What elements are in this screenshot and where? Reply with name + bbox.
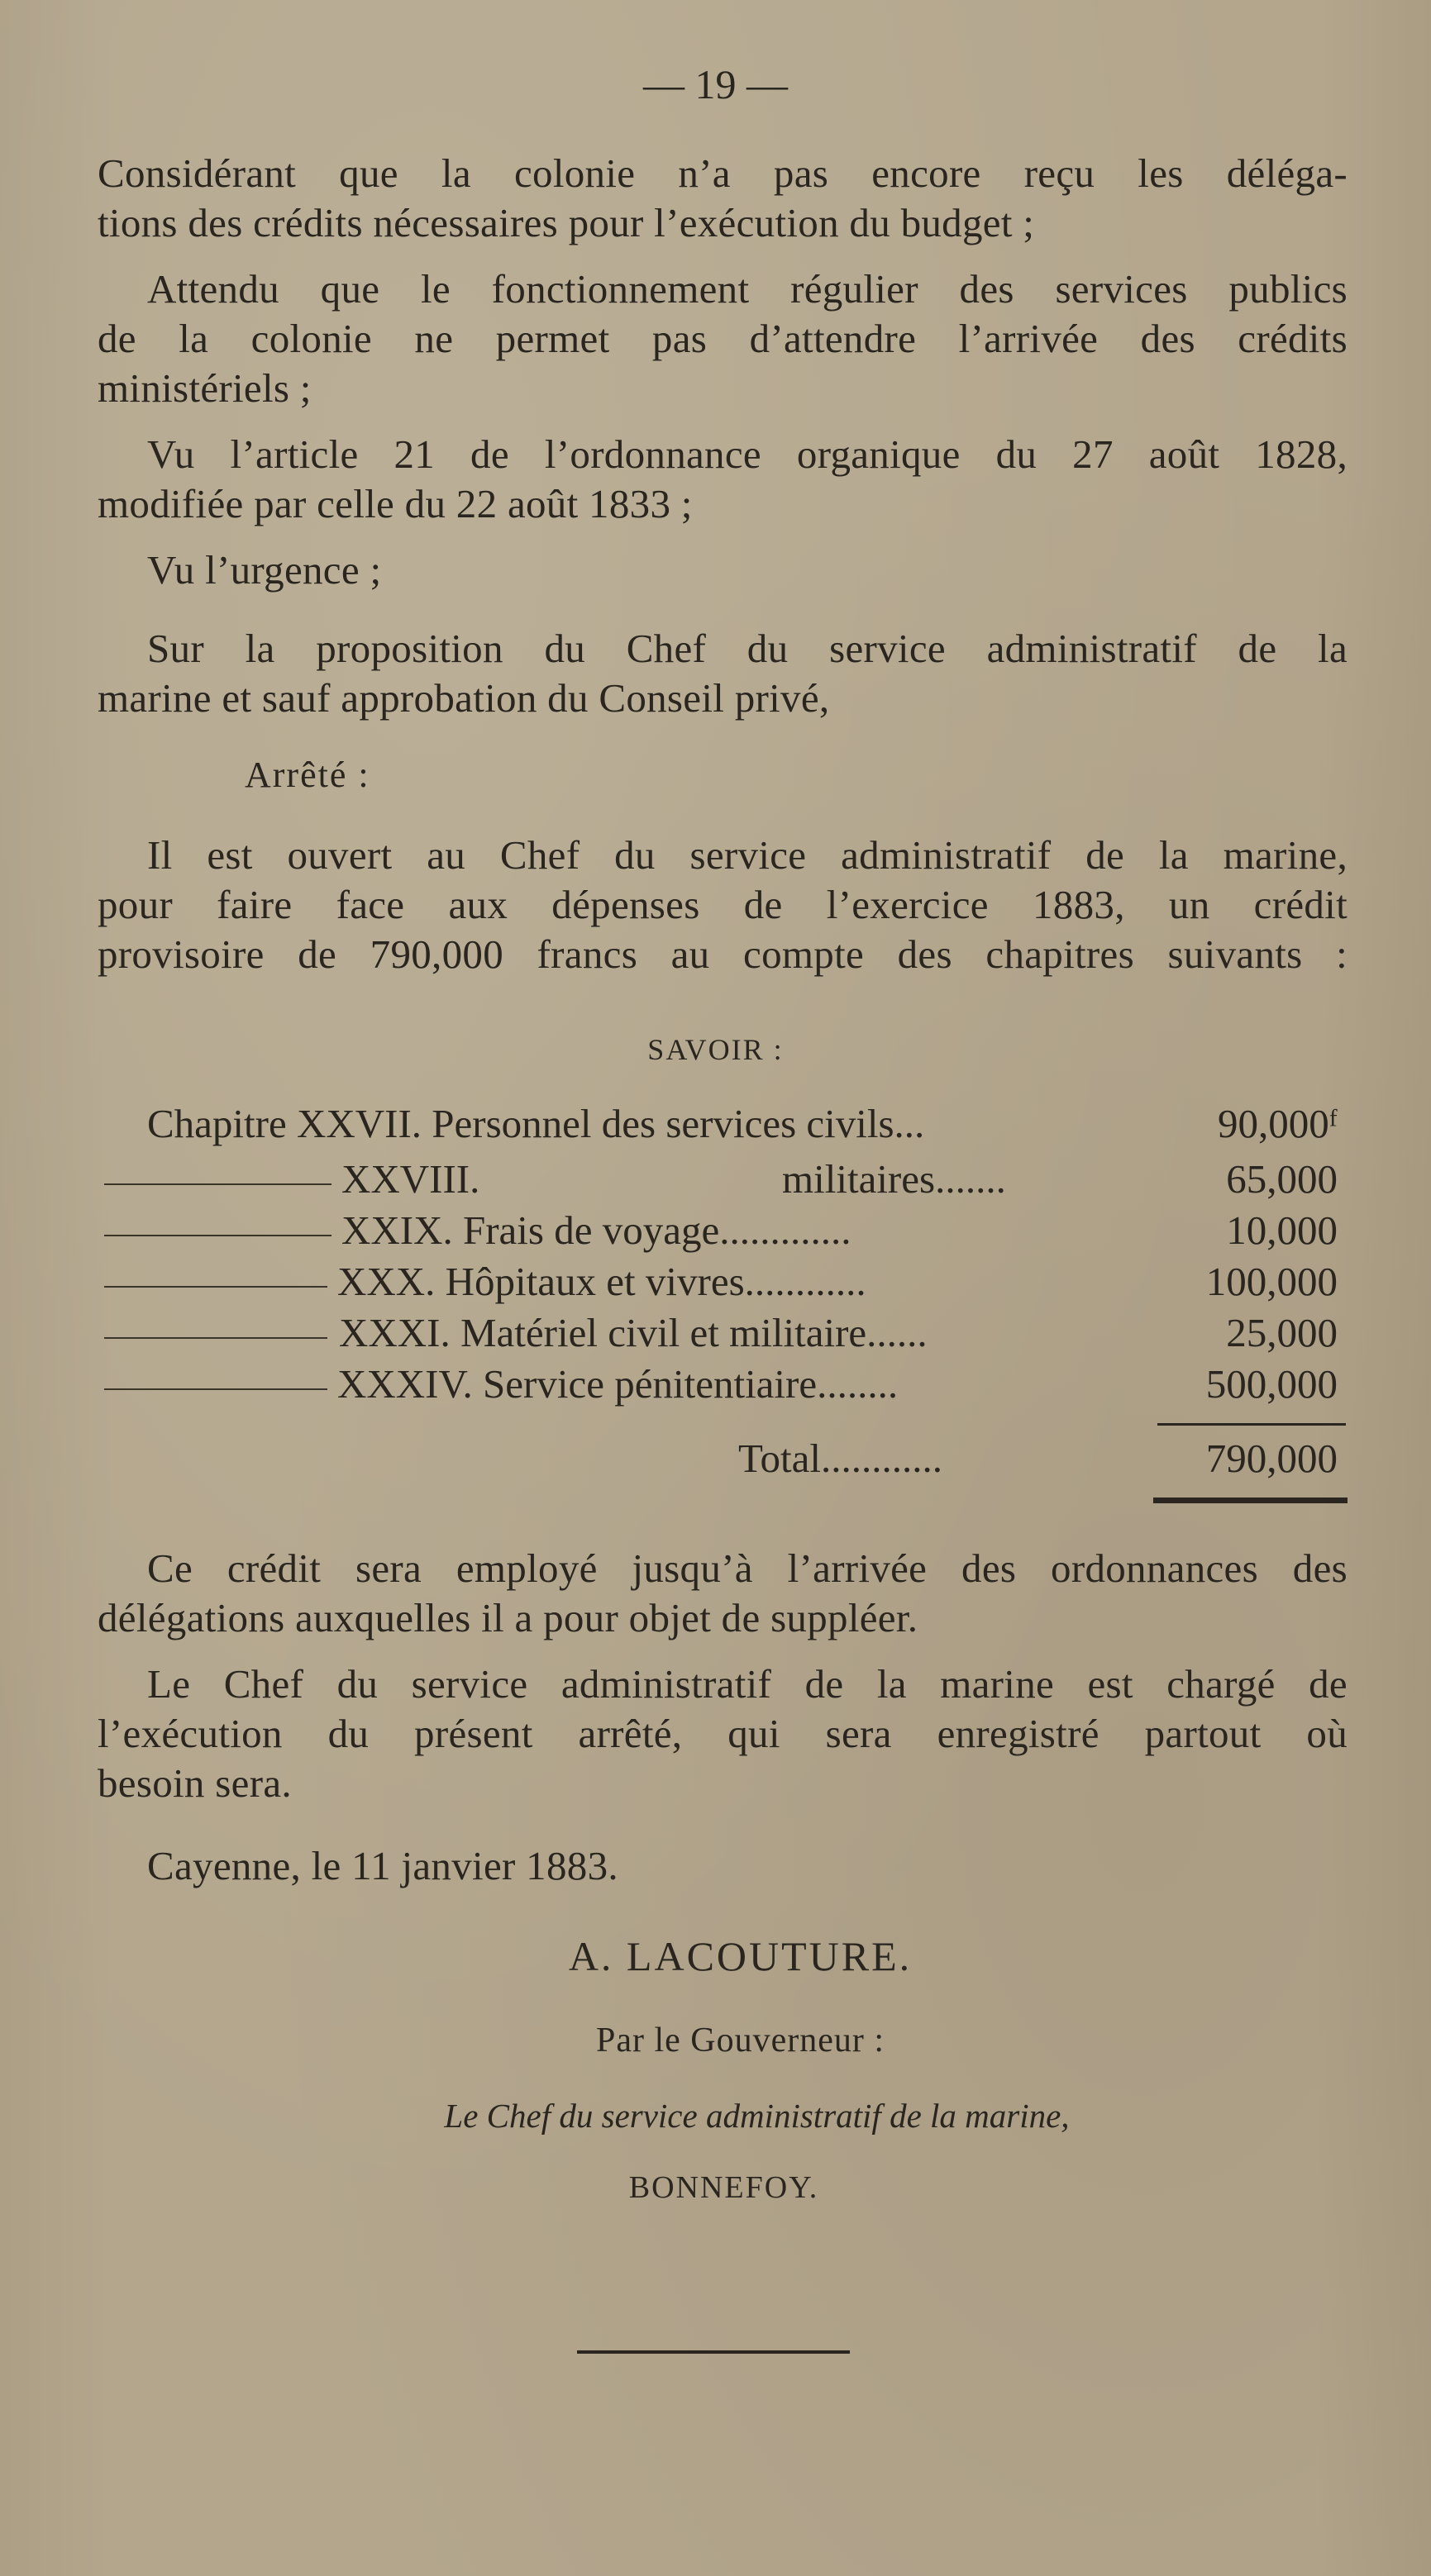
- ditto-dash: [104, 1286, 327, 1288]
- text-line: modifiée par celle du 22 août 1833 ;: [98, 481, 693, 526]
- signatory-name: A. LACOUTURE.: [568, 1933, 913, 1979]
- date-line: Cayenne, le 11 janvier 1883.: [147, 1843, 618, 1888]
- table-row: [98, 1155, 1348, 1204]
- text-line: besoin sera.: [98, 1760, 292, 1806]
- ditto-dash: [104, 1388, 327, 1390]
- text-line: l’exécution du présent arrêté, qui sera enregistré partout où: [98, 1711, 1348, 1756]
- text-line: provisoire de 790,000 francs au compte des chapitres suivants :: [98, 931, 1348, 977]
- chapter-label: XXVIII.: [341, 1156, 480, 1202]
- text-line: marine et sauf approbation du Conseil privé,: [98, 675, 830, 721]
- second-signatory: BONNEFOY.: [628, 2170, 819, 2205]
- text-line: tions des crédits nécessaires pour l’exécution du budget ;: [98, 200, 1035, 245]
- text-line: Ce crédit sera employé jusqu’à l’arrivée des ordonnances des: [147, 1545, 1348, 1591]
- chapter-amount: 100,000: [1205, 1259, 1338, 1304]
- table-row: [98, 1206, 1348, 1255]
- chapter-label: XXXI. Matériel civil et militaire......: [339, 1310, 928, 1355]
- table-row: [98, 1257, 1348, 1307]
- text-line: pour faire face aux dépenses de l’exercice 1883, un crédit: [98, 882, 1348, 927]
- chapter-amount: 500,000: [1205, 1361, 1338, 1407]
- chapter-label: XXX. Hôpitaux et vivres............: [337, 1259, 866, 1304]
- total-amount: 790,000: [1205, 1436, 1338, 1481]
- sum-rule: [1157, 1423, 1346, 1426]
- table-row: [98, 1359, 1348, 1409]
- total-rule: [1153, 1498, 1348, 1503]
- savoir-heading: SAVOIR :: [647, 1033, 784, 1066]
- total-label: Total............: [738, 1436, 942, 1481]
- closing-rule: [577, 2350, 850, 2354]
- text-line: Considérant que la colonie n’a pas encore reçu les déléga-: [98, 150, 1348, 196]
- text-line: Vu l’article 21 de l’ordonnance organique du 27 août 1828,: [147, 431, 1348, 477]
- text-line: ministériels ;: [98, 365, 312, 411]
- by-governor: Par le Gouverneur :: [595, 2021, 885, 2059]
- total-row: [98, 1434, 1348, 1483]
- table-row: [98, 1099, 1348, 1149]
- text-line: de la colonie ne permet pas d’attendre l’arrivée des crédits: [98, 316, 1348, 361]
- ditto-dash: [104, 1337, 327, 1339]
- chapter-label: Chapitre XXVII. Personnel des services civils...: [147, 1101, 925, 1146]
- text-line: Il est ouvert au Chef du service administratif de la marine,: [147, 832, 1348, 878]
- ditto-dash: [104, 1235, 332, 1236]
- text-line: Le Chef du service administratif de la marine est chargé de: [147, 1661, 1348, 1707]
- chapter-amount: 90,000ᶠ: [1218, 1101, 1338, 1146]
- chapter-label: XXXIV. Service pénitentiaire........: [337, 1361, 899, 1407]
- text-line: Vu l’urgence ;: [147, 547, 382, 593]
- arrete-heading: Arrêté :: [245, 755, 370, 795]
- signatory-title: Le Chef du service administratif de la marine,: [444, 2097, 1070, 2135]
- page-number: — 19 —: [643, 61, 788, 107]
- text-line: Sur la proposition du Chef du service administratif de la: [147, 626, 1348, 671]
- chapter-label: militaires.......: [782, 1156, 1006, 1202]
- text-line: délégations auxquelles il a pour objet de suppléer.: [98, 1595, 918, 1640]
- chapter-amount: 65,000: [1226, 1156, 1338, 1202]
- ditto-dash: [104, 1183, 332, 1185]
- chapter-amount: 10,000: [1226, 1207, 1338, 1253]
- text-line: Attendu que le fonctionnement régulier des services publics: [147, 266, 1348, 312]
- chapter-amount: 25,000: [1226, 1310, 1338, 1355]
- table-row: [98, 1308, 1348, 1358]
- chapter-label: XXIX. Frais de voyage.............: [341, 1207, 851, 1253]
